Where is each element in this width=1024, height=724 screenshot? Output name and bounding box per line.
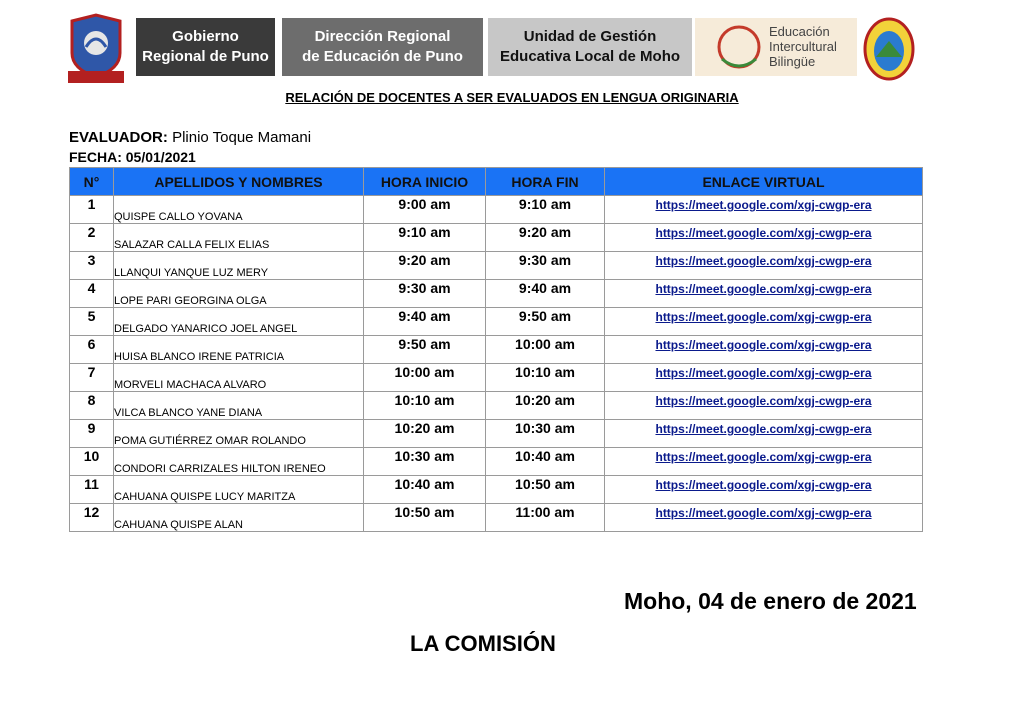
start-time: 10:40 am (364, 476, 486, 504)
header-box-line: Gobierno (172, 28, 239, 45)
table-row (70, 252, 923, 280)
start-time: 9:00 am (364, 196, 486, 224)
start-time: 10:30 am (364, 448, 486, 476)
virtual-link-cell (605, 504, 923, 532)
teachers-table (69, 167, 923, 532)
meet-link[interactable]: https://meet.google.com/xgj-cwgp-era (655, 506, 872, 520)
end-time: 9:10 am (486, 196, 605, 224)
header-box-line: Educativa Local de Moho (499, 48, 681, 65)
meet-link[interactable]: https://meet.google.com/xgj-cwgp-era (655, 226, 872, 240)
header-box-direccion-regional (282, 18, 483, 76)
column-header-start-time: HORA INICIO (364, 168, 486, 196)
evaluator-name: Plinio Toque Mamani (172, 129, 312, 146)
table-row (70, 392, 923, 420)
end-time: 9:50 am (486, 308, 605, 336)
virtual-link-cell (605, 420, 923, 448)
row-number: 8 (70, 392, 114, 420)
teacher-name: QUISPE CALLO YOVANA (114, 196, 364, 224)
row-number: 11 (70, 476, 114, 504)
teacher-name: LLANQUI YANQUE LUZ MERY (114, 252, 364, 280)
teacher-name: CONDORI CARRIZALES HILTON IRENEO (114, 448, 364, 476)
row-number: 5 (70, 308, 114, 336)
table-row (70, 308, 923, 336)
date-line: FECHA: 05/01/2021 (69, 149, 196, 165)
row-number: 4 (70, 280, 114, 308)
table-row (70, 504, 923, 532)
meet-link[interactable]: https://meet.google.com/xgj-cwgp-era (655, 394, 872, 408)
end-time: 10:10 am (486, 364, 605, 392)
end-time: 11:00 am (486, 504, 605, 532)
teacher-name: VILCA BLANCO YANE DIANA (114, 392, 364, 420)
end-time: 9:20 am (486, 224, 605, 252)
start-time: 9:20 am (364, 252, 486, 280)
teacher-name: POMA GUTIÉRREZ OMAR ROLANDO (114, 420, 364, 448)
start-time: 9:40 am (364, 308, 486, 336)
meet-link[interactable]: https://meet.google.com/xgj-cwgp-era (655, 198, 872, 212)
column-header-name: APELLIDOS Y NOMBRES (114, 168, 364, 196)
table-body (70, 196, 923, 532)
table-row (70, 420, 923, 448)
meet-link[interactable]: https://meet.google.com/xgj-cwgp-era (655, 422, 872, 436)
meet-link[interactable]: https://meet.google.com/xgj-cwgp-era (655, 338, 872, 352)
start-time: 10:50 am (364, 504, 486, 532)
end-time: 9:40 am (486, 280, 605, 308)
eib-text-line: Intercultural (769, 39, 837, 54)
virtual-link-cell (605, 364, 923, 392)
teacher-name: CAHUANA QUISPE LUCY MARITZA (114, 476, 364, 504)
header-box-line: Dirección Regional (314, 28, 451, 45)
eib-text-line: Educación (769, 24, 830, 39)
table-row (70, 448, 923, 476)
eib-text-line: Bilingüe (769, 54, 816, 69)
header-box-line: Unidad de Gestión (523, 28, 657, 45)
teacher-name: MORVELI MACHACA ALVARO (114, 364, 364, 392)
start-time: 9:10 am (364, 224, 486, 252)
table-row (70, 476, 923, 504)
start-time: 9:50 am (364, 336, 486, 364)
end-time: 9:30 am (486, 252, 605, 280)
row-number: 9 (70, 420, 114, 448)
end-time: 10:30 am (486, 420, 605, 448)
start-time: 10:20 am (364, 420, 486, 448)
teacher-name: LOPE PARI GEORGINA OLGA (114, 280, 364, 308)
table-row (70, 196, 923, 224)
start-time: 10:00 am (364, 364, 486, 392)
virtual-link-cell (605, 224, 923, 252)
column-header-end-time: HORA FIN (486, 168, 605, 196)
column-header-number: N° (70, 168, 114, 196)
signature-committee: LA COMISIÓN (410, 631, 556, 656)
meet-link[interactable]: https://meet.google.com/xgj-cwgp-era (655, 254, 872, 268)
document-title: RELACIÓN DE DOCENTES A SER EVALUADOS EN LENGUA ORIGINARIA (285, 90, 739, 105)
header-box-line: de Educación de Puno (302, 48, 463, 65)
header-box-ugel-moho (488, 18, 692, 76)
eib-text (769, 24, 859, 69)
table-row (70, 224, 923, 252)
virtual-link-cell (605, 476, 923, 504)
meet-link[interactable]: https://meet.google.com/xgj-cwgp-era (655, 282, 872, 296)
header-box-line: Regional de Puno (142, 48, 269, 65)
virtual-link-cell (605, 280, 923, 308)
teacher-name: CAHUANA QUISPE ALAN (114, 504, 364, 532)
virtual-link-cell (605, 252, 923, 280)
end-time: 10:20 am (486, 392, 605, 420)
row-number: 6 (70, 336, 114, 364)
table-row (70, 280, 923, 308)
row-number: 2 (70, 224, 114, 252)
teacher-name: SALAZAR CALLA FELIX ELIAS (114, 224, 364, 252)
start-time: 10:10 am (364, 392, 486, 420)
virtual-link-cell (605, 392, 923, 420)
teacher-name: DELGADO YANARICO JOEL ANGEL (114, 308, 364, 336)
row-number: 1 (70, 196, 114, 224)
row-number: 7 (70, 364, 114, 392)
municipal-seal-logo (862, 13, 916, 83)
eib-logo (712, 23, 766, 76)
place-and-date: Moho, 04 de enero de 2021 (624, 588, 917, 614)
table-header-row (70, 168, 923, 196)
meet-link[interactable]: https://meet.google.com/xgj-cwgp-era (655, 310, 872, 324)
regional-government-logo (64, 13, 128, 85)
end-time: 10:00 am (486, 336, 605, 364)
end-time: 10:40 am (486, 448, 605, 476)
row-number: 3 (70, 252, 114, 280)
row-number: 10 (70, 448, 114, 476)
row-number: 12 (70, 504, 114, 532)
meet-link[interactable]: https://meet.google.com/xgj-cwgp-era (655, 478, 872, 492)
virtual-link-cell (605, 336, 923, 364)
meet-link[interactable]: https://meet.google.com/xgj-cwgp-era (655, 366, 872, 380)
header-box-gobierno-regional (136, 18, 275, 76)
evaluator-line (69, 129, 311, 146)
evaluator-label: EVALUADOR: (69, 129, 168, 146)
end-time: 10:50 am (486, 476, 605, 504)
table-row (70, 336, 923, 364)
virtual-link-cell (605, 196, 923, 224)
start-time: 9:30 am (364, 280, 486, 308)
column-header-virtual-link: ENLACE VIRTUAL (605, 168, 923, 196)
virtual-link-cell (605, 448, 923, 476)
meet-link[interactable]: https://meet.google.com/xgj-cwgp-era (655, 450, 872, 464)
table-row (70, 364, 923, 392)
teacher-name: HUISA BLANCO IRENE PATRICIA (114, 336, 364, 364)
virtual-link-cell (605, 308, 923, 336)
